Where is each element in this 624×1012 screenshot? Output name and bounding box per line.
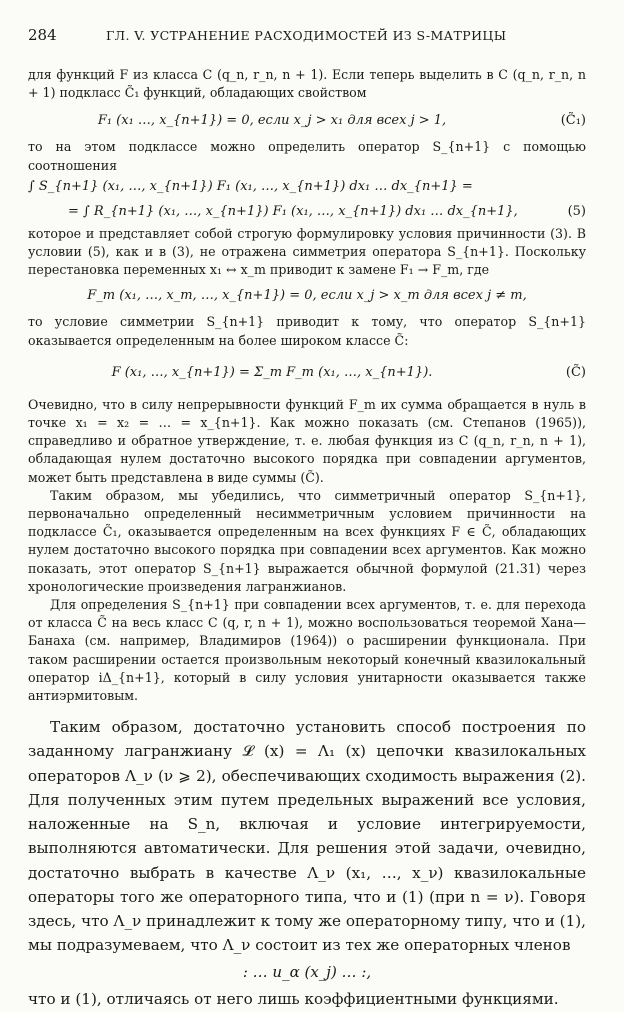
main-text-section <box>28 715 586 1011</box>
equation-5 <box>28 199 586 225</box>
paragraph-causality: которое и представляет собой строгую формулировку условия причинности (3). В условии (5), как и в (3), не отражена симметрия оператора S_{n+1}. Поскольку перестановка переменных x₁ ↔ x_m приводит к замене F₁ → F_m, где <box>28 225 586 278</box>
paragraph-conclusion: что и (1), отличаясь от него лишь коэффициентными функциями. <box>28 990 559 1009</box>
equation-5-line-2: = ∫ R_{n+1} (x₁, …, x_{n+1}) F₁ (x₁, …, x_{n+1}) dx₁ … dx_{n+1}, <box>68 203 518 219</box>
page-body <box>28 66 586 1012</box>
paragraph-symmetry: то условие симметрии S_{n+1} приводит к тому, что оператор S_{n+1} оказывается определенным на более широком классе C̃: <box>28 314 586 348</box>
equation-c-tilde-body: F (x₁, …, x_{n+1}) = Σ_m F_m (x₁, …, x_{n+1}). <box>111 364 433 380</box>
running-title: ГЛ. V. УСТРАНЕНИЕ РАСХОДИМОСТЕЙ ИЗ S-МАТРИЦЫ <box>106 28 507 43</box>
paragraph-symmetric-operator: Таким образом, мы убедились, что симметричный оператор S_{n+1}, первоначально определенный несимметричным условием причинности на подклассе C̃₁, оказывается определенным на всех функциях F ∈ C̃, обладающих нулем достаточно высокого порядка при совпадении всех аргументов. Как можно показать, этот оператор S_{n+1} выражается обычной формулой (21.31) через хронологические произведения лагранжианов. <box>28 487 586 594</box>
equation-c-tilde-label: (C̃) <box>565 364 586 380</box>
page-number: 284 <box>28 26 57 44</box>
equation-c1-body: F₁ (x₁ …, x_{n+1}) = 0, если x_j > x₁ для всех j > 1, <box>97 113 447 129</box>
paragraph-subclass-definition: для функций F из класса C (q_n, r_n, n + 1). Если теперь выделить в C (q_n, r_n, n + 1) подкласс C̃₁ функций, обладающих свойством <box>28 67 586 101</box>
equation-5-line-1: ∫ S_{n+1} (x₁, …, x_{n+1}) F₁ (x₁, …, x_{n+1}) dx₁ … dx_{n+1} = <box>28 178 473 194</box>
equation-c1 <box>28 108 586 134</box>
equation-c1-label: (C̃₁) <box>560 113 586 129</box>
paragraph-operator-relation: то на этом подклассе можно определить оператор S_{n+1} с помощью соотношения <box>28 139 586 173</box>
equation-5-label: (5) <box>567 203 586 219</box>
paragraph-quasilocal-operators: Таким образом, достаточно установить способ построения по заданному лагранжиану 𝓛 (x) = Λ₁ (x) цепочки квазилокальных операторов Λ_ν (ν ⩾ 2), обеспечивающих сходимость выражения (2). Для полученных этим путем предельных выражений все условия, наложенные на S_n, включая и условие интегрируемости, выполняются автоматически. Для решения этой задачи, очевидно, достаточно выбрать в качестве Λ_ν (x₁, …, x_ν) квазилокальные операторы того же операторного типа, что и (1) (при n = ν). Говоря здесь, что Λ_ν принадлежит к тому же операторному типу, что и (1), мы подразумеваем, что Λ_ν состоит из тех же операторных членов <box>28 718 586 955</box>
page-header <box>28 26 590 46</box>
equation-fm-body: F_m (x₁, …, x_m, …, x_{n+1}) = 0, если x_j > x_m для всех j ≠ m, <box>87 288 527 304</box>
equation-fm <box>28 283 586 309</box>
paragraph-hahn-banach: Для определения S_{n+1} при совпадении всех аргументов, т. е. для перехода от класса C̃ на весь класс C (q, r, n + 1), можно воспользоваться теоремой Хана—Банаха (см. например, Владимиров (1964)) о расширении функционала. При таком расширении остается произвольным некоторый конечный квазилокальный оператор iΔ_{n+1}, который в силу условия унитарности оказывается также антиэрмитовым. <box>28 597 586 704</box>
paragraph-continuity: Очевидно, что в силу непрерывности функций F_m их сумма обращается в нуль в точке x₁ = x₂ = … = x_{n+1}. Как можно показать (см. Степанов (1965)), справедливо и обратное утверждение, т. е. любая функция из C (q_n, r_n, n + 1), обладающая нулем достаточно высокого порядка при совпадении аргументов, может быть представлена в виде суммы (C̃). <box>28 396 586 485</box>
equation-c-tilde <box>28 360 586 386</box>
equation-operator-terms: : … u_α (x_j) … :, <box>242 963 372 982</box>
small-print-section <box>28 66 586 705</box>
